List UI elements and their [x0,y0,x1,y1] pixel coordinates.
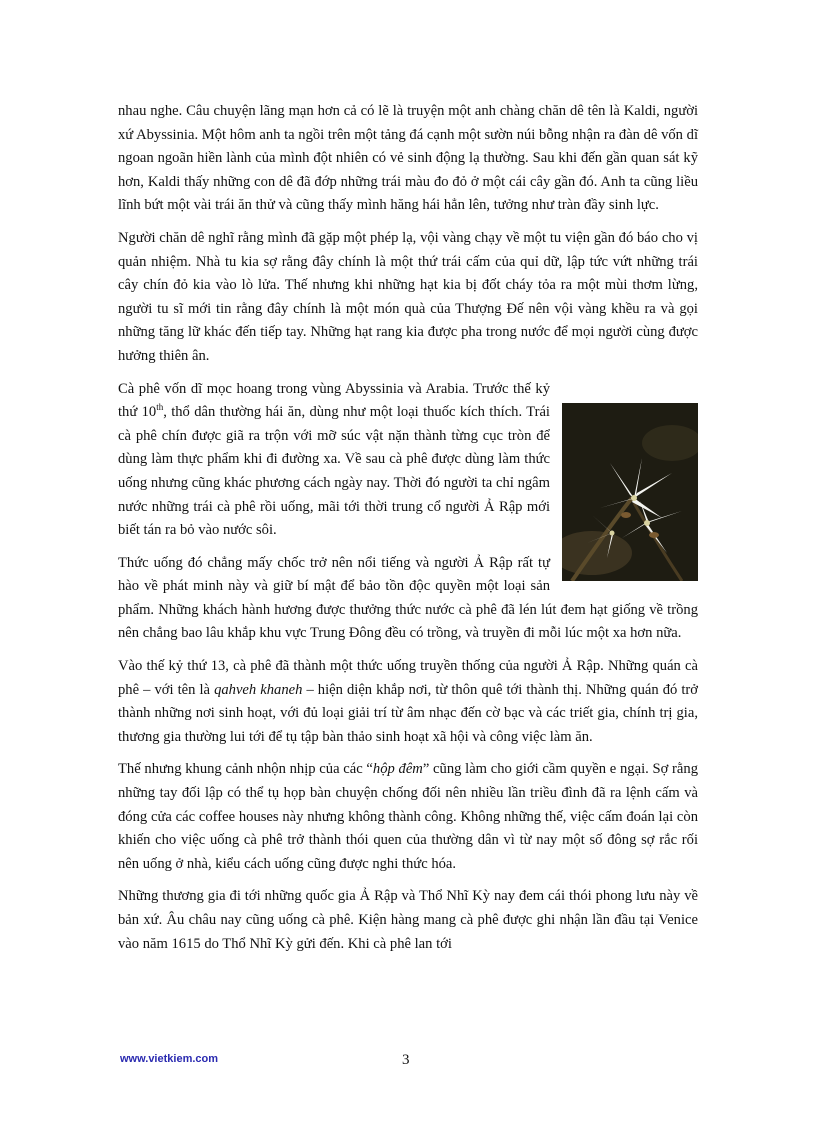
paragraph-5: Vào thế kỷ thứ 13, cà phê đã thành một thức uống truyền thống của người Ả Rập. Những quán cà phê – với tên là qahveh khaneh – hiện diện khắp nơi, từ thôn quê tới thành thị. Những quán đó trở thành những nơi sinh hoạt, với đủ loại giải trí từ âm nhạc đến cờ bạc và các triết gia, chính trị gia, thương gia thường lui tới để tụ tập bàn thảo sinh hoạt xã hội và công việc làm ăn. [118,658,699,745]
paragraph-2: Người chăn dê nghĩ rằng mình đã gặp một phép lạ, vội vàng chạy về một tu viện gần đó báo cho vị quản nhiệm. Nhà tu kia sợ rằng đây chính là một thứ trái cấm của quỉ dữ, lập tức vứt những trái cây chín đỏ kia vào lò lửa. Thế nhưng khi những hạt kia bị đốt cháy tỏa ra một mùi thơm lừng, người tu sĩ mới tin rằng đây chính là một món quà của Thượng Đế nên vội vàng khều ra và gọi những tăng lữ khác đến tiếp tay. Những hạt rang kia được pha trong nước để mọi người cùng được hưởng thiên ân. [118,229,698,364]
paragraph-3: Cà phê vốn dĩ mọc hoang trong vùng Abyssinia và Arabia. Trước thế kỷ thứ 10th, thổ dân thường hái ăn, dùng như một loại thuốc kích thích. Trái cà phê chín được giã ra trộn với mỡ súc vật nặn thành từng cục tròn để dùng làm thực phẩm khi đi đường xa. Về sau cà phê được dùng làm thức uống nhưng cũng khác phương cách ngày nay. Thời đó người ta chỉ ngâm nước những trái cà phê rồi uống, mãi tới thời trung cổ người Ả Rập mới biết tán ra bỏ vào nước sôi. [118,378,698,543]
coffee-flower-photo [562,403,698,581]
page-number: 3 [402,1052,410,1068]
coffee-flower-image [562,403,698,581]
paragraph-1: nhau nghe. Câu chuyện lãng mạn hơn cả có lẽ là truyện một anh chàng chăn dê tên là Kaldi, người xứ Abyssinia. Một hôm anh ta ngồi trên một tảng đá cạnh một sườn núi bỗng nhận ra đàn dê vốn dĩ ngoan ngoãn hiền lành của mình đột nhiên có vẻ sinh động lạ thường. Sau khi đến gần quan sát kỹ hơn, Kaldi thấy những con dê đã đớp những trái màu đo đỏ ở một cái cây gần đó. Anh ta cũng liều lĩnh bứt một vài trái ăn thử và cũng thấy mình hăng hái hẳn lên, tưởng như tràn đầy sinh lực. [118,103,698,214]
paragraph-6: Thế nhưng khung cảnh nhộn nhịp của các “hộp đêm” cũng làm cho giới cầm quyền e ngại. Sợ rằng những tay đối lập có thể tụ họp bàn chuyện chống đối nên nhiều lần triều đình đã ra lệnh cấm và đóng cửa các coffee houses này nhưng không thành công. Không những thế, việc cấm đoán lại còn khiến cho việc uống cà phê trở thành thói quen của thường dân vì từ nay một số đông sợ rắc rối nên uống ở nhà, kiểu cách uống cũng được nghi thức hóa. [118,761,698,872]
body-text [118,100,698,965]
paragraph-7: Những thương gia đi tới những quốc gia Ả Rập và Thổ Nhĩ Kỳ nay đem cái thói phong lưu này về bản xứ. Âu châu nay cũng uống cà phê. Kiện hàng mang cà phê được ghi nhận lần đầu tại Venice vào năm 1615 do Thổ Nhĩ Kỳ gửi đến. Khi cà phê lan tới [118,888,698,952]
footer-url[interactable]: www.vietkiem.com [120,1053,219,1065]
paragraph-4: Thức uống đó chẳng mấy chốc trở nên nổi tiếng và người Ả Rập rất tự hào về phát minh này và giữ bí mật để bảo tồn độc quyền một loại sản phẩm. Những khách hành hương được thưởng thức nước cà phê đã lén lút đem hạt giống về trồng nên chẳng bao lâu khắp khu vực Trung Đông đều có trồng, và truyền đi mỗi lúc một xa hơn nữa. [118,554,698,642]
